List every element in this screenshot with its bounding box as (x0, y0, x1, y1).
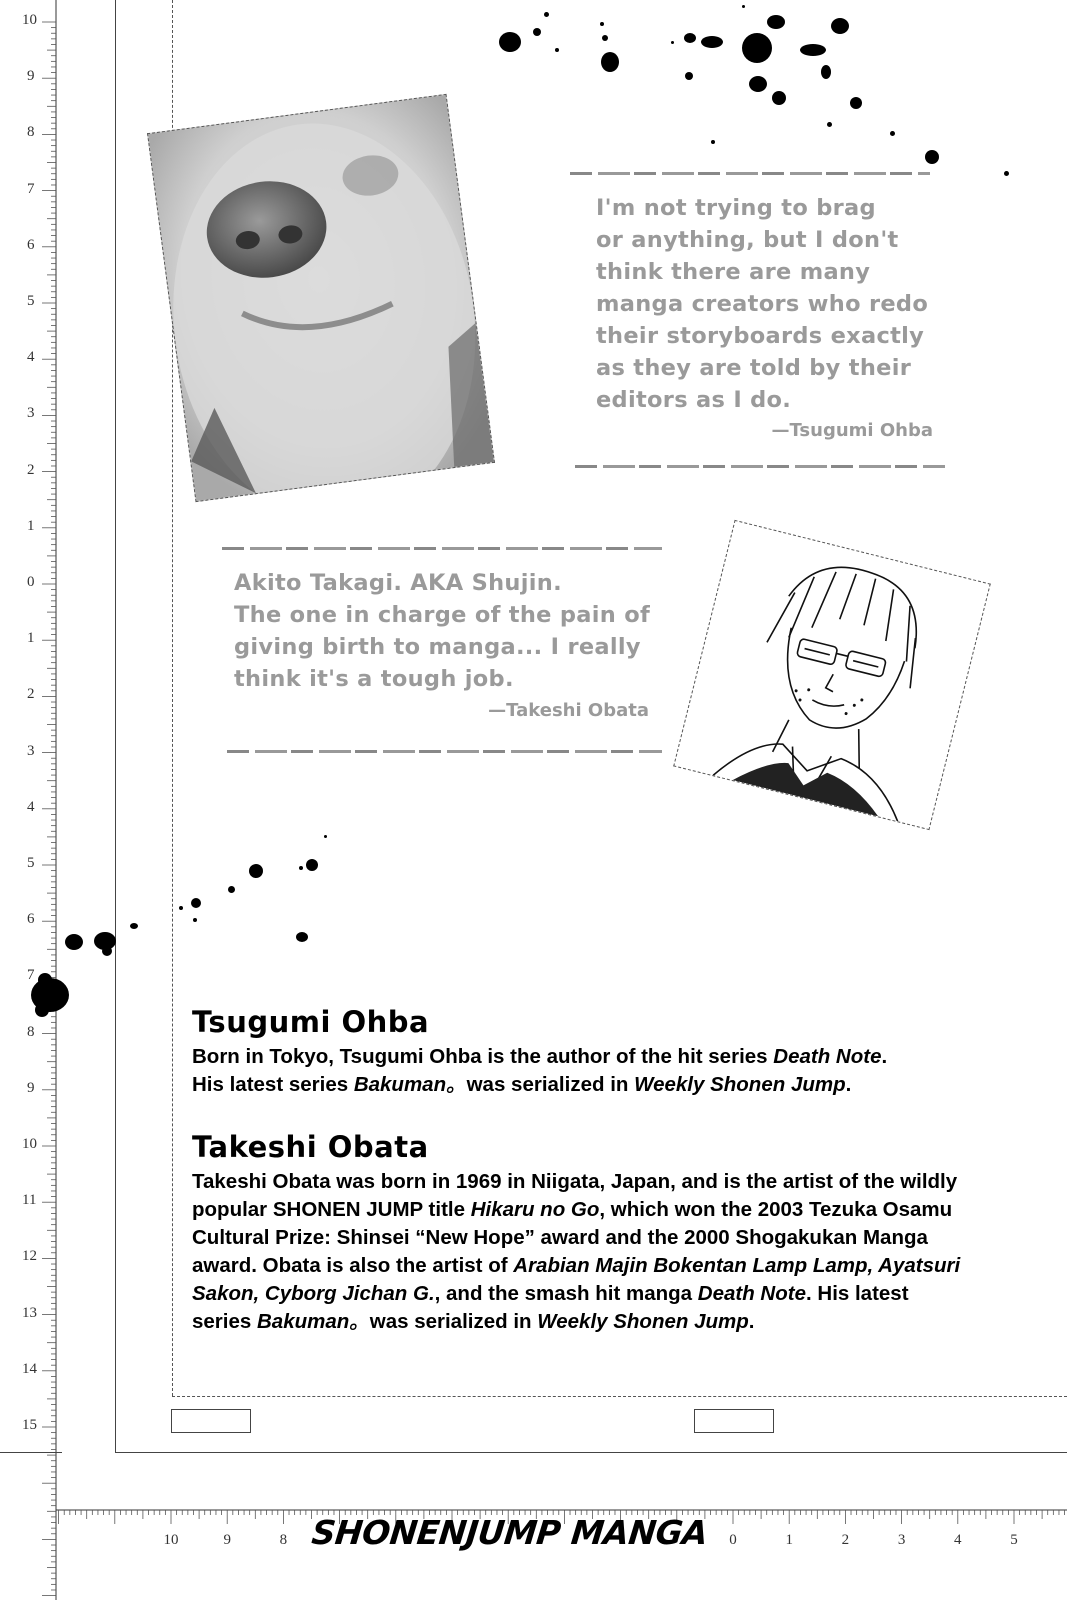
ink-blot (685, 72, 693, 80)
quote-line: giving birth to manga... I really (234, 634, 641, 660)
ink-blot (925, 150, 939, 164)
ink-blot (191, 898, 201, 908)
ink-blot (671, 41, 674, 44)
ruler-number: 14 (22, 1360, 37, 1377)
ink-blot (890, 131, 895, 136)
ruler-number: 5 (27, 855, 35, 871)
ink-blot (749, 76, 767, 92)
ruler-number: 9 (27, 68, 35, 85)
ruler-number: 5 (27, 293, 35, 309)
ruler-number: 11 (22, 1192, 37, 1209)
bio-text-ohba: Born in Tokyo, Tsugumi Ohba is the author of the hit series Death Note. His latest series Bakuman。was serialized in Weekly Shonen Jump. (192, 1045, 888, 1096)
ink-blot (772, 91, 786, 105)
ruler-number: 2 (27, 461, 35, 478)
ink-blot (767, 15, 785, 29)
ink-blot (827, 122, 832, 127)
ruler-number: 7 (27, 967, 35, 984)
ruler-number: 3 (27, 742, 35, 759)
ink-blot (324, 835, 327, 838)
quote-line: as they are told by their (596, 355, 912, 381)
ruler-number: 9 (27, 1079, 35, 1096)
ruler-number: 1 (785, 1532, 793, 1548)
bio-ohba (192, 1005, 982, 1099)
ink-blot (602, 35, 608, 41)
ink-blot (601, 52, 619, 72)
frame-line-left (115, 0, 116, 1452)
ink-blot (1004, 171, 1009, 176)
ink-blot (65, 934, 83, 950)
quote-line: editors as I do. (596, 387, 792, 413)
quote-line: their storyboards exactly (596, 323, 925, 349)
ink-blot (742, 33, 772, 63)
artist-drawing (673, 520, 991, 830)
ruler-number: 10 (163, 1532, 179, 1548)
ink-blot (306, 859, 318, 871)
quote-border-top (570, 172, 930, 175)
ink-blot (742, 5, 745, 8)
bio-name-ohba: Tsugumi Ohba (192, 1005, 430, 1039)
trim-line-bottom (172, 1396, 1067, 1397)
left-ruler-numbers (0, 0, 62, 1600)
quote-attribution-obata: —Takeshi Obata (488, 700, 649, 721)
bio-obata (192, 1130, 967, 1336)
ruler-number: 9 (223, 1532, 231, 1548)
quote-line: The one in charge of the pain of (234, 602, 651, 628)
ruler-number: 8 (27, 124, 35, 141)
ink-blot (850, 97, 862, 109)
bio-text-obata: Takeshi Obata was born in 1969 in Niigata, Japan, and is the artist of the wildly popular SHONEN JUMP title Hikaru no Go, which won the 2003 Tezuka Osamu Cultural Prize: Shinsei “New Hope” award and the 2000 Shogakukan Manga award. Obata is also the artist of Arabian Majin Bokentan Lamp Lamp, Ayatsuri Sakon, Cyborg Jichan G., and the smash hit manga Death Note. His latest series Bakuman。was serialized in Weekly Shonen Jump. (192, 1170, 961, 1333)
ruler-number: 4 (954, 1532, 962, 1548)
ruler-number: 0 (729, 1532, 737, 1548)
ruler-number: 6 (27, 236, 35, 253)
quote-line: think there are many (596, 259, 871, 285)
ruler-number: 5 (1010, 1532, 1018, 1548)
ink-blot (533, 28, 541, 36)
quote-line: I'm not trying to brag (596, 195, 876, 221)
ruler-number: 10 (22, 12, 37, 28)
ink-blot (299, 866, 303, 870)
quote-border-bottom (227, 750, 662, 753)
ink-blot (193, 918, 197, 922)
ruler-number: 12 (22, 1248, 37, 1265)
character-sketch-icon (674, 521, 989, 829)
ruler-number: 13 (22, 1304, 37, 1321)
quote-text-obata (234, 567, 664, 695)
ruler-number: 4 (27, 798, 35, 815)
ink-blot (684, 33, 696, 43)
ink-blot (701, 36, 723, 48)
quote-line: manga creators who redo (596, 291, 929, 317)
ink-blot (130, 923, 138, 929)
ruler-number: 1 (27, 517, 35, 534)
ink-blot (102, 946, 112, 956)
ink-blot (544, 12, 549, 17)
ink-blot (249, 864, 263, 878)
ink-blot (831, 18, 849, 34)
ruler-number: 10 (22, 1136, 37, 1152)
quote-attribution-ohba: —Tsugumi Ohba (771, 420, 933, 441)
ruler-number: 15 (22, 1417, 37, 1433)
quote-border-bottom (575, 465, 945, 468)
bio-name-obata: Takeshi Obata (192, 1130, 429, 1164)
quote-box-ohba (570, 170, 945, 470)
ink-blot (179, 906, 183, 910)
register-box-left (171, 1409, 251, 1433)
ruler-number: 2 (27, 686, 35, 703)
ink-blot (228, 886, 235, 893)
ruler-number: 3 (27, 405, 35, 422)
ink-blot (800, 44, 826, 56)
ink-blot (600, 22, 604, 26)
quote-line: Akito Takagi. AKA Shujin. (234, 570, 562, 596)
quote-box-obata (222, 545, 667, 760)
ruler-number: 1 (27, 630, 35, 647)
author-photo (147, 94, 495, 502)
ruler-number: 2 (841, 1532, 850, 1548)
ruler-number: 7 (27, 180, 35, 197)
register-box-right (694, 1409, 774, 1433)
ruler-number: 8 (27, 1023, 35, 1040)
ruler-number: 3 (897, 1532, 906, 1548)
dog-photo-icon (148, 95, 494, 501)
ink-blot (296, 932, 308, 942)
quote-border-top (222, 547, 662, 550)
ink-blot (555, 48, 559, 52)
quote-line: or anything, but I don't (596, 227, 899, 253)
ruler-number: 0 (27, 574, 35, 590)
ink-blot (35, 1003, 49, 1017)
ink-blot (38, 973, 52, 987)
ruler-number: 8 (279, 1532, 288, 1548)
quote-line: think it's a tough job. (234, 666, 514, 692)
ruler-line (0, 1452, 62, 1453)
ink-blot (821, 65, 831, 79)
shonen-jump-manga-logo: SHONENJUMP MANGA (309, 1513, 710, 1552)
frame-line-bottom (115, 1452, 1067, 1453)
ink-blot (711, 140, 715, 144)
ruler-number: 4 (27, 349, 35, 366)
quote-text-ohba (596, 192, 941, 416)
ruler-number: 6 (27, 911, 35, 928)
ink-blot (499, 32, 521, 52)
